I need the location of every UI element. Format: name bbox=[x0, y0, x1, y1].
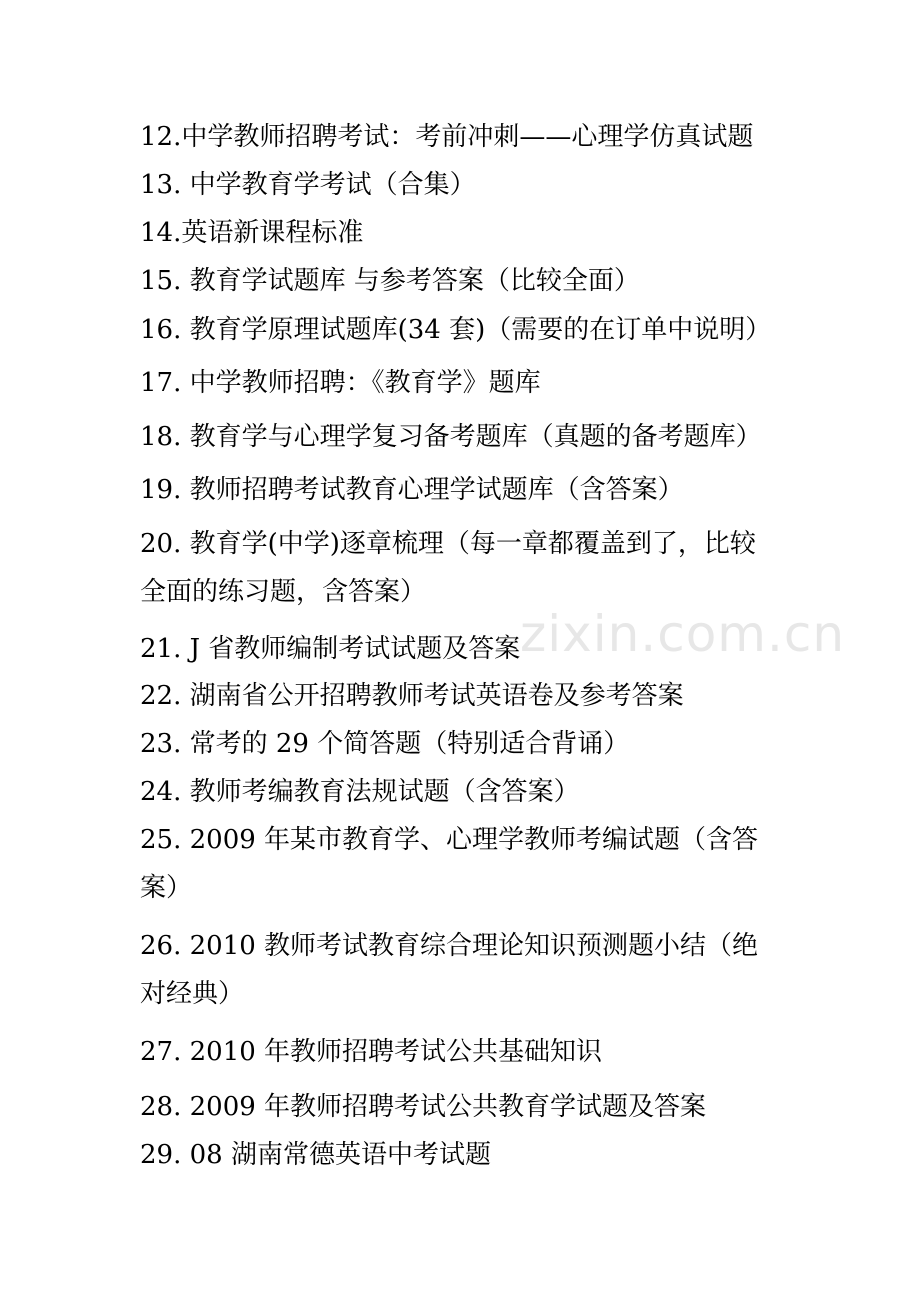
list-item bbox=[140, 257, 790, 305]
list-item bbox=[140, 768, 790, 816]
list-item bbox=[140, 1131, 790, 1179]
item-text-continued: 案） bbox=[140, 873, 193, 903]
item-text: 18. 教育学与心理学复习备考题库（真题的备考题库） bbox=[140, 422, 762, 452]
list-item bbox=[140, 720, 790, 768]
list-item bbox=[140, 922, 790, 1018]
list-item bbox=[140, 466, 790, 514]
list-item bbox=[140, 359, 790, 407]
list-item bbox=[140, 413, 790, 461]
item-text: 20. 教育学(中学)逐章梳理（每一章都覆盖到了，比较 bbox=[140, 529, 756, 559]
item-text: 28. 2009 年教师招聘考试公共教育学试题及答案 bbox=[140, 1092, 707, 1122]
list-item bbox=[140, 520, 790, 616]
list-item bbox=[140, 816, 790, 912]
watermark: zixin.com.cn bbox=[520, 605, 846, 663]
item-text: 13. 中学教育学考试（合集） bbox=[140, 170, 476, 200]
item-text-continued: 全面的练习题，含答案） bbox=[140, 577, 427, 607]
item-text: 25. 2009 年某市教育学、心理学教师考编试题（含答 bbox=[140, 825, 759, 855]
item-text: 27. 2010 年教师招聘考试公共基础知识 bbox=[140, 1037, 603, 1067]
item-text: 23. 常考的 29 个简答题（特别适合背诵） bbox=[140, 729, 630, 759]
list-item bbox=[140, 672, 790, 720]
item-text: 16. 教育学原理试题库(34 套)（需要的在订单中说明） bbox=[140, 315, 772, 345]
item-text: 24. 教师考编教育法规试题（含答案） bbox=[140, 777, 580, 807]
item-text: 22. 湖南省公开招聘教师考试英语卷及参考答案 bbox=[140, 681, 684, 711]
list-item bbox=[140, 209, 790, 257]
item-text: 19. 教师招聘考试教育心理学试题库（含答案） bbox=[140, 475, 684, 505]
list-item bbox=[140, 1028, 790, 1076]
list-item bbox=[140, 1083, 790, 1131]
item-text: 12.中学教师招聘考试：考前冲刺——心理学仿真试题 bbox=[140, 122, 754, 152]
list-item bbox=[140, 161, 790, 209]
item-text: 29. 08 湖南常德英语中考试题 bbox=[140, 1140, 491, 1170]
item-text: 26. 2010 教师考试教育综合理论知识预测题小结（绝 bbox=[140, 931, 759, 961]
item-text: 15. 教育学试题库 与参考答案（比较全面） bbox=[140, 266, 640, 296]
list-item bbox=[140, 113, 790, 161]
list-item bbox=[140, 306, 790, 354]
item-text: 21. J 省教师编制考试试题及答案 bbox=[140, 634, 521, 664]
item-text: 14.英语新课程标准 bbox=[140, 218, 364, 248]
list-item bbox=[140, 625, 790, 673]
item-text-continued: 对经典） bbox=[140, 979, 245, 1009]
item-text: 17. 中学教师招聘：《教育学》题库 bbox=[140, 368, 541, 398]
